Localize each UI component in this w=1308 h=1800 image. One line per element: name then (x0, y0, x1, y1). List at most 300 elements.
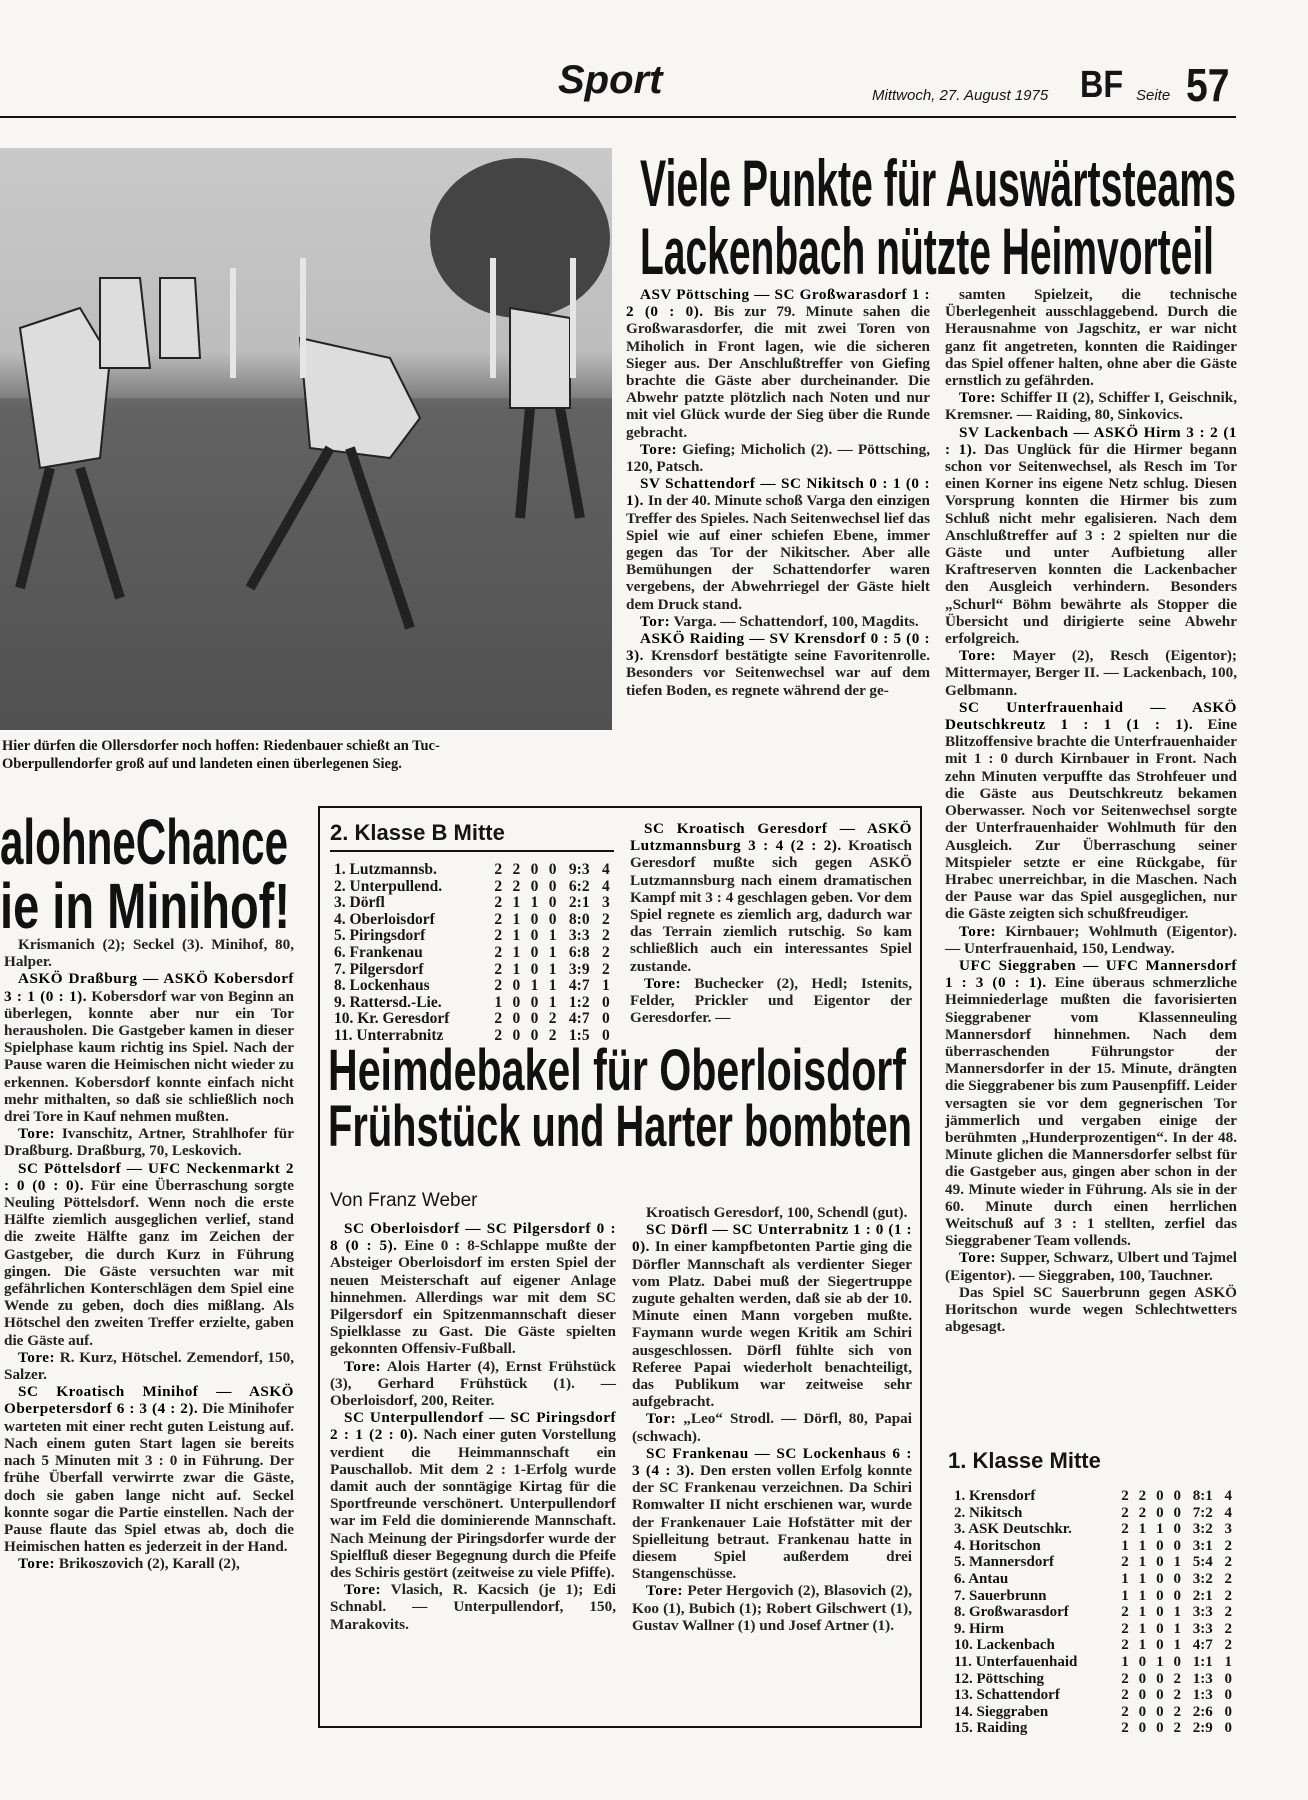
report-text: Nach einer guten Vorstellung verdient die Heimmannschaft ein Pauschallob. Mit dem 2 : 1-Erfolg wurde damit auch der sonntägige Kirtag für die Sportfreunde verschönert. Unterpullendorf war im Feld die dominierende Mannschaft. Nach Meinung der Piringsdorfer wurde der Spielfluß dieser Begegnung durch die Pfeife des Schiris gestört (zeitweise zu viele Pfiffe). (330, 1426, 616, 1582)
match-report (630, 820, 912, 975)
goals: 3:3 (1192, 1604, 1213, 1621)
played: 2 (494, 927, 503, 945)
match-report (632, 1221, 912, 1410)
standings-row (334, 912, 612, 929)
match-report (632, 1204, 912, 1221)
goals: 1:3 (1192, 1670, 1213, 1687)
report-text: Das Unglück für die Hirmer begann schon vor Seitenwechsel, als Resch im Tor einen Korner ins eigene Netz schlug. Diesen Vorsprung konnten die Hirmer bis zum Schluß nicht mehr egalisieren. Nach dem Anschlußtreffer auf 3 : 2 spielten nur die Gäste und unter Aufbietung aller Kraftreserven konnten die Lackenbacher den Ausgleich verhindern. Besonders „Schurl“ Böhm bewährte als Stopper die Übersicht und dirigierte seine Abwehr erfolgreich. (945, 440, 1237, 648)
box-headline-line-1: Heimdebakel für Oberloisdorf (328, 1040, 907, 1103)
played: 2 (1121, 1687, 1129, 1704)
rank: 4. (334, 910, 346, 928)
report-text: In der 40. Minute schoß Varga den einzigen Treffer des Spieles. Nach Seitenwechsel lief das Spiel wie auf einer schiefen Ebene, immer gegen das Tor der Nikitscher. Aber alle Bemühungen der Schattendorfer waren vergebens, der Abwehrriegel der Gäste hielt dem Druck stand. (626, 492, 930, 613)
team: Lutzmannsb. (349, 861, 437, 878)
goal-scorers (626, 441, 930, 475)
drawn: 0 (530, 1026, 539, 1044)
match-report (945, 424, 1237, 648)
team-cell (954, 1521, 1113, 1538)
drawn: 0 (530, 1010, 539, 1028)
points: 4 (602, 877, 610, 895)
goals: 5:4 (1192, 1554, 1213, 1571)
standings-row (334, 945, 612, 962)
standings-row (954, 1637, 1234, 1654)
team-cell (954, 1637, 1113, 1654)
won: 1 (512, 910, 521, 928)
goals: 2:6 (1192, 1703, 1213, 1720)
goals: 3:2 (1192, 1570, 1213, 1587)
standings-row (334, 928, 612, 945)
team: Rattersd.-Lie. (349, 993, 442, 1011)
points: 0 (602, 1026, 610, 1044)
lost: 0 (1173, 1537, 1181, 1554)
match-heading: Tore: (959, 922, 997, 940)
header-rule (0, 116, 1236, 118)
drawn: 0 (530, 960, 539, 978)
standings-row (954, 1521, 1234, 1538)
match-heading: Tore: (959, 389, 997, 407)
photo-caption (2, 737, 612, 773)
goal-scorers (330, 1358, 616, 1410)
lost: 2 (1173, 1720, 1181, 1737)
goal-scorers (945, 647, 1237, 699)
goals: 8:1 (1192, 1488, 1213, 1504)
points: 2 (1224, 1570, 1233, 1587)
match-heading: Tore: (18, 1125, 56, 1143)
match-report (4, 1160, 294, 1349)
played: 2 (494, 977, 503, 995)
goals: 3:2 (1192, 1521, 1213, 1538)
won: 1 (1138, 1554, 1147, 1571)
lost: 2 (1173, 1670, 1181, 1687)
match-report (626, 630, 930, 699)
drawn: 1 (530, 894, 539, 912)
team: Dörfl (349, 894, 385, 912)
standings-row (954, 1604, 1234, 1621)
lost: 1 (1173, 1637, 1181, 1654)
points: 2 (1224, 1587, 1233, 1604)
won: 0 (512, 1026, 521, 1044)
team: Pöttsching (976, 1670, 1044, 1687)
article-column-right (945, 286, 1237, 1335)
rank: 14. (954, 1703, 973, 1720)
played: 2 (494, 960, 503, 978)
rank: 1. (954, 1488, 966, 1504)
photo-caption-line: Oberpullendorfer groß auf und landeten einen überlegenen Sieg. (2, 756, 402, 772)
report-text: Kroatisch Geresdorf, 100, Schendl (gut). (646, 1204, 908, 1221)
article-column-box-right (632, 1204, 912, 1634)
match-heading: Tore: (344, 1581, 382, 1599)
lost: 2 (1173, 1687, 1181, 1704)
lost: 1 (548, 993, 557, 1011)
won: 0 (512, 993, 521, 1011)
points: 0 (1224, 1703, 1233, 1720)
lost: 1 (548, 960, 557, 978)
team: Mannersdorf (969, 1554, 1054, 1571)
goals: 4:7 (568, 977, 590, 995)
points: 0 (602, 1010, 610, 1028)
drawn: 0 (1156, 1504, 1164, 1521)
standings-row (954, 1671, 1234, 1688)
played: 1 (1121, 1587, 1129, 1604)
report-text: Das Spiel SC Sauerbrunn gegen ASKÖ Horitschon wurde wegen Schlechtwetters abgesagt. (945, 1283, 1237, 1336)
goals: 1:5 (568, 1026, 590, 1044)
standings-row (954, 1621, 1234, 1638)
goals: 2:1 (568, 894, 590, 912)
lost: 1 (548, 977, 557, 995)
rank: 11. (334, 1026, 353, 1044)
team: Großwarasdorf (969, 1604, 1069, 1621)
report-text: Buchecker (2), Hedl; Istenits, Felder, Prickler und Eigentor der Geresdorfer. — (630, 974, 912, 1027)
goal-scorers (630, 975, 912, 1027)
won: 0 (1138, 1703, 1147, 1720)
report-text: Varga. — Schattendorf, 100, Magdits. (670, 612, 919, 630)
goal-scorers (4, 1555, 294, 1572)
points: 0 (1224, 1687, 1233, 1704)
drawn: 0 (1156, 1570, 1164, 1587)
goals: 2:9 (1192, 1720, 1213, 1737)
points: 0 (1224, 1720, 1233, 1737)
goals: 7:2 (1192, 1504, 1213, 1521)
team-cell (954, 1571, 1113, 1588)
standings-row (334, 978, 612, 995)
left-headline-line-1: alohneChance (0, 806, 288, 878)
played: 2 (494, 910, 503, 928)
drawn: 0 (1156, 1620, 1164, 1637)
team-cell (334, 879, 486, 896)
standings-row (954, 1505, 1234, 1522)
team: Nikitsch (969, 1504, 1023, 1521)
article-column-left (4, 936, 294, 1573)
rank: 3. (334, 894, 346, 912)
team: Oberloisdorf (349, 910, 435, 928)
won: 2 (512, 877, 521, 895)
team-cell (954, 1488, 1113, 1505)
standings-row (334, 895, 612, 912)
goals: 1:2 (568, 993, 590, 1011)
page-number: 57 (1186, 59, 1230, 111)
drawn: 0 (1156, 1537, 1164, 1554)
photo-players-illustration (0, 148, 612, 730)
points: 1 (1224, 1653, 1233, 1670)
table-title-1-klasse-mitte: 1. Klasse Mitte (948, 1448, 1101, 1473)
standings-row (954, 1588, 1234, 1605)
goals: 1:3 (1192, 1687, 1213, 1704)
rank: 9. (954, 1620, 966, 1637)
article-column-middle (626, 286, 930, 699)
rank: 10. (954, 1637, 973, 1654)
team: Piringsdorf (349, 927, 426, 945)
lost: 1 (1173, 1554, 1181, 1571)
team-cell (334, 962, 486, 979)
report-text: Peter Hergovich (2), Blasovich (2), Koo (1), Bubich (1); Robert Gilschwert (1), Gustav Wallner (1) und Josef Artner (1). (632, 1582, 912, 1634)
report-text: Für eine Überraschung sorgte Neuling Pöttelsdorf. Wenn noch die erste Hälfte ziemlich ausgeglichen verlief, stand die zweite Hälfte ganz im Zeichen der Gastgeber, die durch Kurz in Führung gingen. Die Gäste versuchten war mit gefährlichen Konterschlägen dem Spiel eine Wende zu geben, doch dies mißlang. Als Hötschel den zweiten Treffer erzielte, gaben die Gäste auf. (4, 1176, 295, 1349)
team: Schattendorf (976, 1687, 1060, 1704)
match-heading: Tore: (344, 1357, 382, 1375)
report-text: Alois Harter (4), Ernst Frühstück (3), Gerhard Frühstück (1). — Oberloisdorf, 200, Reiter. (330, 1357, 616, 1410)
box-headline (328, 1040, 912, 1152)
report-text: Krismanich (2); Seckel (3). Minihof, 80, Halper. (4, 936, 294, 971)
rank: 6. (334, 943, 346, 961)
match-report (4, 970, 294, 1125)
drawn: 0 (1156, 1687, 1164, 1704)
points: 2 (1224, 1554, 1233, 1571)
team: Unterrabnitz (356, 1026, 444, 1044)
team-cell (954, 1538, 1113, 1555)
standings-table-2-klasse-b-mitte (334, 862, 612, 1045)
standings-row (334, 862, 612, 879)
drawn: 0 (1156, 1637, 1164, 1654)
match-heading: SV Lackenbach — ASKÖ Hirm 3 : 2 (1 : 1). (945, 423, 1237, 458)
standings-row (954, 1571, 1234, 1588)
match-heading: Tore: (959, 1249, 997, 1267)
goals: 3:3 (568, 927, 590, 945)
team: Lackenbach (976, 1637, 1055, 1654)
match-heading: SC Unterfrauenhaid — ASKÖ Deutschkreutz 1 : 1 (1 : 1). (945, 698, 1237, 734)
standings-row (334, 1011, 612, 1028)
won: 1 (512, 943, 521, 961)
played: 2 (1121, 1703, 1129, 1720)
played: 2 (494, 877, 503, 895)
won: 2 (512, 861, 521, 878)
main-headline-line-1: Viele Punkte für Auswärtsteams (640, 148, 1236, 220)
goal-scorers (632, 1410, 912, 1444)
drawn: 0 (1156, 1488, 1164, 1504)
report-text: samten Spielzeit, die technische Überlegenheit ausschlaggebend. Durch die Herausnahme von Jagschitz, er war nicht ganz fit angetreten, konnten die Raidinger das Spiel offener halten, ohne aber die Gäste ernstlich zu gefährden. (945, 286, 1237, 390)
match-report (626, 286, 930, 441)
report-text: Ivanschitz, Artner, Strahlhofer für Draßburg. Draßburg, 70, Leskovich. (4, 1125, 294, 1160)
won: 0 (1138, 1720, 1147, 1737)
standings-row (334, 995, 612, 1012)
team: Horitschon (969, 1537, 1041, 1554)
lost: 1 (548, 927, 557, 945)
points: 3 (602, 894, 610, 912)
page-label: Seite (1136, 87, 1171, 104)
team-cell (954, 1704, 1113, 1721)
left-headline-line-2: ie in Minihof! (0, 870, 290, 934)
points: 1 (602, 977, 610, 995)
played: 2 (1121, 1604, 1129, 1621)
team-cell (954, 1505, 1113, 1522)
played: 2 (494, 861, 503, 878)
played: 2 (494, 943, 503, 961)
match-heading: Tore: (646, 1582, 684, 1600)
team: ASK Deutschkr. (968, 1521, 1072, 1538)
article-column-box-left (330, 1220, 616, 1633)
report-text: Krensdorf bestätigte seine Favoritenrolle. Besonders vor Seitenwechsel war auf dem tiefen Boden, es regnete während der ge- (626, 647, 930, 699)
goals: 3:1 (1192, 1537, 1213, 1554)
played: 1 (494, 993, 503, 1011)
team: Antau (968, 1570, 1009, 1587)
team-cell (334, 912, 486, 929)
goal-scorers (945, 923, 1237, 957)
lost: 0 (1173, 1570, 1181, 1587)
points: 4 (1224, 1504, 1233, 1521)
standings-row (954, 1488, 1234, 1505)
rank: 2. (954, 1504, 966, 1521)
played: 2 (494, 894, 503, 912)
team-cell (954, 1654, 1113, 1671)
table-title-2-klasse-b-mitte: 2. Klasse B Mitte (330, 820, 505, 845)
won: 0 (1138, 1687, 1147, 1704)
standings-row (334, 879, 612, 896)
goal-scorers (945, 1249, 1237, 1283)
standings-row (954, 1538, 1234, 1555)
match-heading: SC Oberloisdorf — SC Pilgersdorf 0 : 8 (0 : 5). (330, 1220, 616, 1255)
report-text: Eine überaus schmerzliche Heimniederlage mußten die favorisierten Sieggrabener vom Klassenneuling Mannersdorf hinnehmen. Nach dem überraschenden Führungstor der Mannersdorfer in der 15. Minute, drängten die Sieggrabener bis zum Pausenpfiff. Leider versagten sie vor dem gegnerischen Tor jämmerlich und vergaben einige der berühmten „Hunderprozentigen“. In der 48. Minute glichen die Mannersdorfer selbst für die Gastgeber aus, gingen aber schon in der 49. Minute wieder in Führung. Als sie in der 60. Minute durch einen herrlichen Weitschuß auf 3 : 1 stellten, zerfiel das Sieggrabener Team vollends. (945, 974, 1238, 1250)
team-cell (954, 1671, 1113, 1688)
points: 3 (1224, 1521, 1233, 1538)
main-headline-line-2: Lackenbach nützte Heimvorteil (640, 214, 1214, 280)
played: 2 (494, 1010, 503, 1028)
drawn: 1 (1156, 1521, 1164, 1538)
won: 1 (1138, 1521, 1147, 1538)
lost: 0 (1173, 1521, 1181, 1538)
lost: 2 (1173, 1703, 1181, 1720)
won: 1 (512, 927, 521, 945)
goal-scorers (4, 1125, 294, 1159)
points: 2 (1224, 1604, 1233, 1621)
match-heading: Tore: (644, 974, 682, 992)
rank: 3. (954, 1521, 966, 1538)
played: 1 (1121, 1570, 1129, 1587)
team: Lockenhaus (349, 977, 430, 995)
team: Sieggraben (976, 1703, 1049, 1720)
report-text: Bis zur 79. Minute sahen die Großwarasdorfer, die mit zwei Toren von Miholich in Front lagen, wie die sicheren Sieger aus. Der Anschlußtreffer von Giefing brachte die Gäste aber durcheinander. Die Abwehr patzte plötzlich nach Noten und nur mit viel Glück wurde der Sieg über die Runde gebracht. (626, 303, 930, 441)
rank: 10. (334, 1010, 354, 1028)
issue-date: Mittwoch, 27. August 1975 (872, 87, 1049, 104)
goal-scorers (945, 389, 1237, 423)
team: Unterpullend. (349, 877, 443, 895)
points: 0 (1224, 1670, 1233, 1687)
lost: 2 (548, 1010, 557, 1028)
rank: 5. (334, 927, 346, 945)
lost: 1 (1173, 1620, 1181, 1637)
goals: 4:7 (1192, 1637, 1213, 1654)
team-cell (954, 1687, 1113, 1704)
points: 2 (1224, 1637, 1233, 1654)
points: 2 (602, 960, 610, 978)
rank: 12. (954, 1670, 973, 1687)
team: Hirm (969, 1620, 1004, 1637)
played: 2 (494, 1026, 503, 1044)
match-heading: UFC Sieggraben — UFC Mannersdorf 1 : 3 (0 : 1). (945, 956, 1237, 992)
drawn: 0 (530, 910, 539, 928)
won: 1 (1138, 1570, 1147, 1587)
rank: 13. (954, 1687, 973, 1704)
match-report (632, 1445, 912, 1583)
won: 1 (1138, 1637, 1147, 1654)
report-text: Eine 0 : 8-Schlappe mußte der Absteiger Oberloisdorf im ersten Spiel der neuen Meisterschaft auf eigener Anlage hinnehmen. Allerdings war mit dem SC Pilgersdorf ein Spitzenmannschaft dieser Spielklasse zu Gast. Die Gäste spielten gekonnten Offensiv-Fußball. (330, 1237, 616, 1358)
lost: 0 (548, 894, 557, 912)
lost: 0 (1173, 1653, 1181, 1670)
rank: 8. (954, 1604, 966, 1621)
won: 0 (512, 977, 521, 995)
won: 0 (512, 1010, 521, 1028)
team-cell (334, 862, 486, 879)
drawn: 0 (530, 943, 539, 961)
report-text: Mayer (2), Resch (Eigentor); Mittermayer, Berger II. — Lackenbach, 100, Gelbmann. (945, 647, 1237, 699)
team: Frankenau (349, 943, 423, 961)
match-heading: Tore: (959, 647, 997, 665)
points: 2 (1224, 1620, 1233, 1637)
match-heading: SC Frankenau — SC Lockenhaus 6 : 3 (4 : 3). (632, 1444, 912, 1480)
paper-logo: BF (1080, 64, 1124, 106)
drawn: 0 (530, 861, 539, 878)
team: Kr. Geresdorf (357, 1010, 450, 1028)
goal-scorers (4, 1349, 294, 1383)
report-text: Kroatisch Geresdorf mußte sich gegen ASKÖ Lutzmannsburg nach einem dramatischen Kampf mit 3 : 4 geschlagen geben. Vor dem Spiel regnete es ziemlich arg, dadurch war das Terrain ziemlich rutschig. So kam schließlich auch ein interessantes Spiel zustande. (630, 837, 913, 975)
won: 1 (512, 960, 521, 978)
drawn: 0 (1156, 1554, 1164, 1571)
rank: 5. (954, 1554, 966, 1571)
team-cell (334, 928, 486, 945)
report-text: Brikoszovich (2), Karall (2), (55, 1555, 240, 1573)
match-report (945, 1284, 1237, 1336)
lost: 0 (1173, 1488, 1181, 1504)
box-headline-line-2: Frühstück und Harter bombten (328, 1094, 912, 1152)
byline: Von Franz Weber (330, 1190, 478, 1211)
photo-caption-line: Hier dürfen die Ollersdorfer noch hoffen: Riedenbauer schießt an Tuc- (2, 738, 440, 754)
lost: 0 (548, 877, 557, 895)
goals: 6:8 (568, 943, 590, 961)
standings-table-1-klasse-mitte (954, 1488, 1234, 1737)
won: 1 (1138, 1587, 1147, 1604)
goal-scorers (626, 613, 930, 630)
points: 0 (602, 993, 610, 1011)
report-text: Vlasich, R. Kacsich (je 1); Edi Schnabl. — Unterpullendorf, 150, Marakovits. (330, 1581, 616, 1633)
match-heading: Tor: (646, 1410, 677, 1428)
match-heading: SC Kroatisch Geresdorf — ASKÖ Lutzmannsburg 3 : 4 (2 : 2). (630, 820, 912, 855)
won: 0 (1138, 1653, 1147, 1670)
team-cell (954, 1621, 1113, 1638)
team-cell (334, 995, 486, 1012)
played: 2 (1121, 1521, 1129, 1538)
match-report (330, 1220, 616, 1358)
drawn: 0 (1156, 1703, 1164, 1720)
rank: 7. (954, 1587, 966, 1604)
match-report (4, 1383, 294, 1555)
team-cell (334, 895, 486, 912)
points: 2 (602, 943, 610, 961)
won: 1 (1138, 1537, 1147, 1554)
won: 1 (1138, 1604, 1147, 1621)
played: 1 (1121, 1653, 1129, 1670)
drawn: 0 (530, 927, 539, 945)
team: Unterfauenhaid (975, 1653, 1078, 1670)
report-text: Eine Blitzoffensive brachte die Unterfrauenhaider mit 1 : 0 durch Kirnbauer in Front. Nach zehn Minuten verpuffte das Strohfeuer und die Gäste aus Deutschkreutz bekamen Oberwasser. Noch vor Seitenwechsel sorgte der Unterfrauenhaider Wohlmuth für den Ausgleich. Zur Überraschung seiner Mitspieler setzte er eine Rückgabe, für Hrabec unerreichbar, in die Maschen. Nach der Pause war das Spiel ausgeglichen, nur die Gäste zeigten sich schußfreudiger. (945, 716, 1237, 923)
team: Sauerbrunn (969, 1587, 1047, 1604)
report-text: Kirnbauer; Wohlmuth (Eigentor). — Unterfrauenhaid, 150, Lendway. (945, 922, 1237, 957)
match-heading: Tor: (640, 612, 671, 630)
match-heading: Tore: (18, 1555, 56, 1573)
drawn: 0 (530, 993, 539, 1011)
match-report (626, 475, 930, 613)
match-heading: ASV Pöttsching — SC Großwarasdorf 1 : 2 (0 : 0). (626, 286, 930, 321)
match-heading: SC Kroatisch Minihof — ASKÖ Oberpetersdorf 6 : 3 (4 : 2). (4, 1383, 294, 1418)
drawn: 1 (1156, 1653, 1164, 1670)
team: Krensdorf (969, 1488, 1036, 1504)
goals: 4:7 (568, 1010, 590, 1028)
team: Raiding (976, 1720, 1028, 1737)
played: 2 (1121, 1488, 1129, 1504)
lost: 0 (548, 910, 557, 928)
goals: 3:3 (1192, 1620, 1213, 1637)
section-title: Sport (558, 58, 663, 102)
points: 2 (602, 910, 610, 928)
match-report (945, 286, 1237, 389)
played: 2 (1121, 1554, 1129, 1571)
match-report (330, 1409, 616, 1581)
won: 1 (1138, 1620, 1147, 1637)
